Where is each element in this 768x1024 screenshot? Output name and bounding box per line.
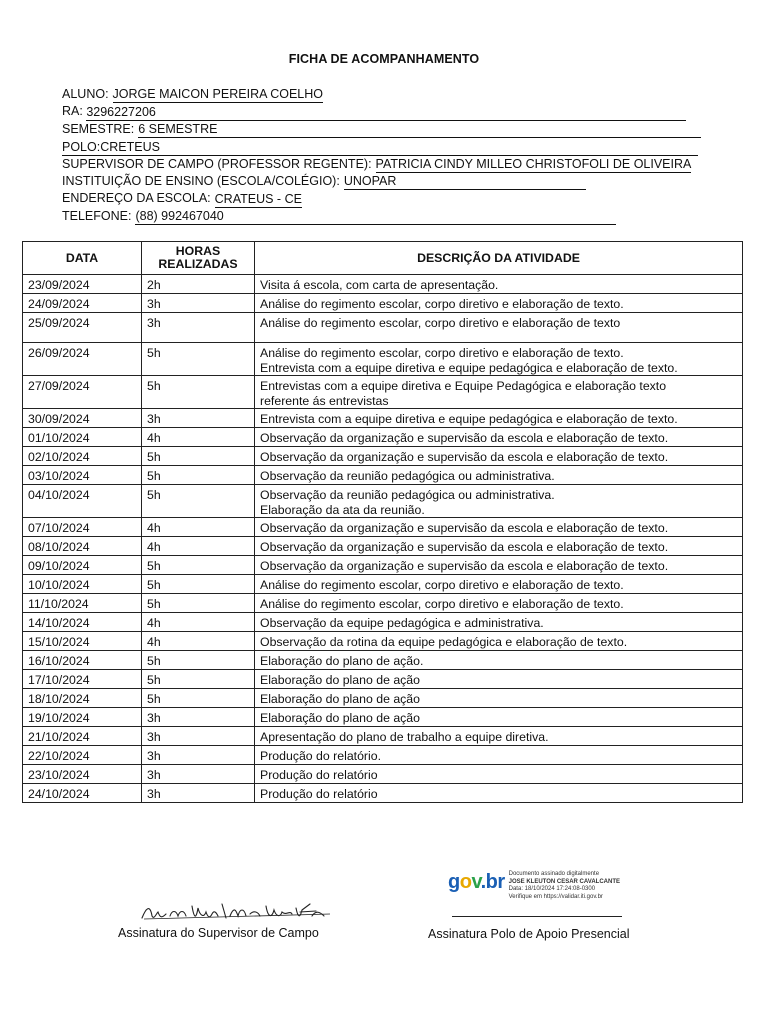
row-date: 21/10/2024 [23,727,142,746]
row-description-line: Análise do regimento escolar, corpo diretivo e elaboração de texto. [260,597,624,611]
row-hours: 3h [142,409,255,428]
row-description-line: Observação da organização e supervisão da escola e elaboração de texto. [260,521,669,535]
supervisor-line [62,156,702,173]
row-date: 10/10/2024 [23,575,142,594]
row-hours: 4h [142,537,255,556]
row-description-line: Análise do regimento escolar, corpo diretivo e elaboração de texto [260,316,621,330]
row-date: 22/10/2024 [23,746,142,765]
student-info [62,86,702,225]
row-description [255,765,743,784]
row-description [255,670,743,689]
row-description [255,708,743,727]
polo-label: POLO: [62,139,101,154]
header-horas-line2: REALIZADAS [158,257,238,271]
row-hours: 5h [142,447,255,466]
endereco-label: ENDEREÇO DA ESCOLA: [62,191,211,206]
table-row [23,784,743,803]
govbr-logo: gov.br [448,871,505,893]
table-row [23,275,743,294]
row-hours: 3h [142,313,255,343]
row-description [255,613,743,632]
table-row [23,765,743,784]
instituicao-value: UNOPAR [343,174,397,189]
row-hours: 5h [142,575,255,594]
row-description-line: Elaboração do plano de ação [260,673,420,687]
instituicao-underline [396,175,586,190]
instituicao-label: INSTITUIÇÃO DE ENSINO (ESCOLA/COLÉGIO): [62,173,340,188]
header-horas [142,242,255,275]
row-description [255,518,743,537]
row-description [255,409,743,428]
table-row [23,651,743,670]
table-row [23,689,743,708]
aluno-label: ALUNO: [62,86,109,101]
supervisor-value: PATRICIA CINDY MILLEO CHRISTOFOLI DE OLIVEIRA [375,156,692,171]
table-row [23,428,743,447]
row-description [255,343,743,376]
row-description-line: Elaboração do plano de ação [260,711,420,725]
row-hours: 4h [142,613,255,632]
row-description [255,313,743,343]
polo-signature-caption: Assinatura Polo de Apoio Presencial [428,927,630,941]
row-description [255,727,743,746]
row-date: 14/10/2024 [23,613,142,632]
row-hours: 5h [142,689,255,708]
row-description [255,294,743,313]
row-hours: 3h [142,727,255,746]
semestre-underline [217,123,701,138]
row-description [255,485,743,518]
row-date: 25/09/2024 [23,313,142,343]
row-date: 27/09/2024 [23,376,142,409]
row-date: 08/10/2024 [23,537,142,556]
row-hours: 5h [142,651,255,670]
table-row [23,343,743,376]
row-date: 01/10/2024 [23,428,142,447]
table-row [23,447,743,466]
table-row [23,727,743,746]
row-date: 23/09/2024 [23,275,142,294]
row-description-line: Elaboração do plano de ação. [260,654,424,668]
row-description-line: Observação da organização e supervisão da escola e elaboração de texto. [260,559,669,573]
row-date: 07/10/2024 [23,518,142,537]
instituicao-line [62,173,702,190]
aluno-value: JORGE MAICON PEREIRA COELHO [112,87,324,102]
telefone-label: TELEFONE: [62,208,132,223]
table-row [23,294,743,313]
row-date: 17/10/2024 [23,670,142,689]
table-row [23,376,743,409]
table-row [23,632,743,651]
row-description-line: Elaboração da ata da reunião. [260,502,425,517]
row-description-line: Observação da reunião pedagógica ou administrativa. [260,488,555,502]
ra-value: 3296227206 [86,104,156,119]
row-description [255,376,743,409]
row-hours: 3h [142,708,255,727]
endereco-line [62,190,702,207]
row-hours: 5h [142,594,255,613]
row-description-line: Observação da reunião pedagógica ou administrativa. [260,469,555,483]
row-description [255,746,743,765]
row-description-line: Observação da equipe pedagógica e administrativa. [260,616,544,630]
table-row [23,670,743,689]
row-description-line: Análise do regimento escolar, corpo diretivo e elaboração de texto. [260,297,624,311]
row-hours: 4h [142,632,255,651]
table-row [23,466,743,485]
row-description-line: Observação da organização e supervisão da escola e elaboração de texto. [260,450,669,464]
polo-value: CRETEUS [100,139,160,154]
table-row [23,575,743,594]
semestre-line [62,121,702,138]
semestre-label: SEMESTRE: [62,121,135,136]
aluno-line [62,86,702,103]
polo-line [62,138,702,155]
govbr-date: Data: 18/10/2024 17:24:08-0300 [508,886,596,892]
row-description [255,784,743,803]
govbr-verify: Verifique em https://validar.iti.gov.br [508,893,603,900]
row-date: 26/09/2024 [23,343,142,376]
table-row [23,556,743,575]
row-date: 19/10/2024 [23,708,142,727]
row-date: 02/10/2024 [23,447,142,466]
polo-signature-line [452,916,622,917]
row-hours: 5h [142,670,255,689]
row-hours: 2h [142,275,255,294]
govbr-line1: Documento assinado digitalmente [508,871,600,877]
row-description-line: Apresentação do plano de trabalho a equipe diretiva. [260,730,549,744]
table-row [23,537,743,556]
row-description [255,466,743,485]
row-date: 23/10/2024 [23,765,142,784]
supervisor-signature-image [140,898,340,926]
row-description [255,594,743,613]
table-body [23,275,743,803]
ra-underline [156,106,686,121]
govbr-digital-stamp [448,872,620,901]
page-title: FICHA DE ACOMPANHAMENTO [288,52,480,66]
row-hours: 4h [142,518,255,537]
header-horas-line1: HORAS [175,244,221,258]
table-row [23,409,743,428]
row-description-line: Entrevista com a equipe diretiva e equipe pedagógica e elaboração de texto. [260,412,678,426]
row-description-line: Produção do relatório. [260,749,381,763]
row-description [255,447,743,466]
row-hours: 5h [142,343,255,376]
row-hours: 3h [142,784,255,803]
table-row [23,746,743,765]
govbr-signer: JOSE KLEUTON CESAR CAVALCANTE [508,878,620,885]
ra-line [62,103,702,120]
row-description [255,651,743,670]
table-row [23,313,743,343]
header-descricao: DESCRIÇÃO DA ATIVIDADE [255,242,743,275]
row-hours: 5h [142,466,255,485]
row-date: 30/09/2024 [23,409,142,428]
table-row [23,485,743,518]
ra-label: RA: [62,104,83,119]
table-row [23,708,743,727]
row-description [255,632,743,651]
row-hours: 3h [142,746,255,765]
row-description [255,689,743,708]
row-description-line: Observação da organização e supervisão da escola e elaboração de texto. [260,540,669,554]
table-row [23,594,743,613]
telefone-line [62,208,702,225]
activity-table [22,241,743,803]
row-description-line: Análise do regimento escolar, corpo diretivo e elaboração de texto. [260,578,624,592]
row-description [255,556,743,575]
row-description [255,575,743,594]
row-description [255,537,743,556]
row-description-line: Elaboração do plano de ação [260,692,420,706]
row-date: 04/10/2024 [23,485,142,518]
supervisor-label: SUPERVISOR DE CAMPO (PROFESSOR REGENTE): [62,156,372,171]
row-hours: 5h [142,556,255,575]
row-date: 03/10/2024 [23,466,142,485]
row-date: 24/09/2024 [23,294,142,313]
row-description-line: Produção do relatório [260,768,378,782]
telefone-underline [224,210,616,225]
row-date: 24/10/2024 [23,784,142,803]
row-description-line: Produção do relatório [260,787,378,801]
row-description-line: referente ás entrevistas [260,393,389,408]
supervisor-signature-caption: Assinatura do Supervisor de Campo [118,926,319,940]
row-date: 18/10/2024 [23,689,142,708]
row-description [255,275,743,294]
row-date: 09/10/2024 [23,556,142,575]
row-date: 11/10/2024 [23,594,142,613]
govbr-text [509,871,620,901]
row-description [255,428,743,447]
row-hours: 3h [142,765,255,784]
polo-underline [160,141,698,156]
row-date: 16/10/2024 [23,651,142,670]
row-description-line: Observação da rotina da equipe pedagógica e elaboração de texto. [260,635,628,649]
row-date: 15/10/2024 [23,632,142,651]
row-hours: 4h [142,428,255,447]
row-hours: 5h [142,376,255,409]
row-description-line: Entrevistas com a equipe diretiva e Equipe Pedagógica e elaboração texto [260,379,667,393]
header-data: DATA [23,242,142,275]
row-description-line: Análise do regimento escolar, corpo diretivo e elaboração de texto. [260,346,624,360]
table-row [23,518,743,537]
table-row [23,613,743,632]
row-description-line: Entrevista com a equipe diretiva e equipe pedagógica e elaboração de texto. [260,360,678,375]
table-header-row [23,242,743,275]
endereco-value: CRATEUS - CE [214,191,302,206]
row-description-line: Observação da organização e supervisão da escola e elaboração de texto. [260,431,669,445]
semestre-value: 6 SEMESTRE [138,122,218,137]
row-hours: 3h [142,294,255,313]
telefone-value: (88) 992467040 [135,209,224,224]
row-hours: 5h [142,485,255,518]
row-description-line: Visita á escola, com carta de apresentação. [260,278,499,292]
